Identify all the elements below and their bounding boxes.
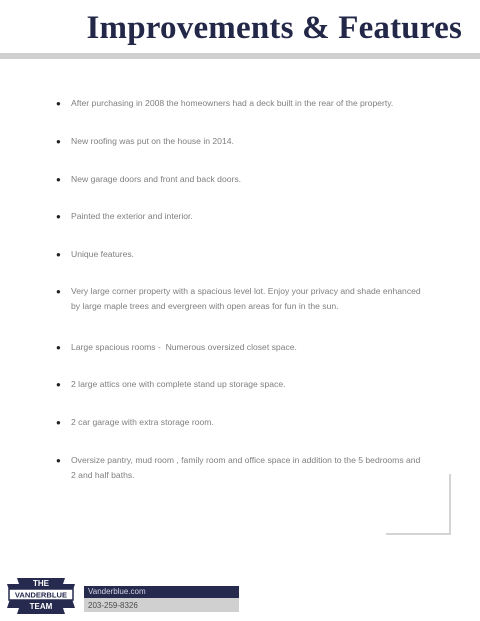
list-item: [56, 377, 426, 392]
list-item-text: Unique features.: [71, 249, 135, 259]
bullet-icon: ●: [56, 343, 61, 352]
list-item-text: Painted the exterior and interior.: [71, 211, 193, 221]
list-item: [56, 415, 426, 430]
bullet-icon: ●: [56, 137, 61, 146]
list-item: [56, 96, 426, 111]
bullet-icon: ●: [56, 250, 61, 259]
bullet-icon: ●: [56, 418, 61, 427]
list-item: [56, 134, 426, 149]
logo-line-2: VANDERBLUE: [14, 590, 68, 600]
header-divider: [0, 53, 480, 59]
list-item-text: Large spacious rooms - Numerous oversized closet space.: [71, 342, 297, 352]
bullet-icon: ●: [56, 456, 61, 465]
list-item-text: New roofing was put on the house in 2014.: [71, 136, 234, 146]
bullet-icon: ●: [56, 212, 61, 221]
list-item: [56, 209, 426, 224]
list-item-text: After purchasing in 2008 the homeowners had a deck built in the rear of the property.: [71, 98, 394, 108]
bullet-icon: ●: [56, 380, 61, 389]
bullet-icon: ●: [56, 287, 61, 296]
bullet-icon: ●: [56, 175, 61, 184]
list-item-text: 2 car garage with extra storage room.: [71, 417, 214, 427]
list-item: [56, 340, 426, 355]
list-item: [56, 247, 426, 262]
list-item-text: New garage doors and front and back doors.: [71, 174, 242, 184]
list-item: [56, 172, 426, 187]
list-item-text: 2 large attics one with complete stand up storage space.: [71, 379, 286, 389]
website-link[interactable]: Vanderblue.com: [88, 587, 146, 596]
logo-line-3: TEAM: [29, 602, 53, 611]
bullet-icon: ●: [56, 99, 61, 108]
decorative-frame-corner: [386, 474, 451, 535]
logo-line-1: THE: [33, 579, 49, 588]
vanderblue-team-logo: [3, 576, 79, 616]
phone-number: 203-259-8326: [88, 601, 138, 610]
list-item-text: Very large corner property with a spacious level lot. Enjoy your privacy and shade enhanced by large maple trees and evergreen with open areas for fun in the sun.: [71, 286, 421, 311]
list-item: [56, 284, 426, 314]
list-item-text: Oversize pantry, mud room , family room and office space in addition to the 5 bedrooms and 2 and half baths.: [71, 455, 421, 480]
list-item: [56, 453, 426, 483]
page-title: Improvements & Features: [86, 10, 462, 46]
